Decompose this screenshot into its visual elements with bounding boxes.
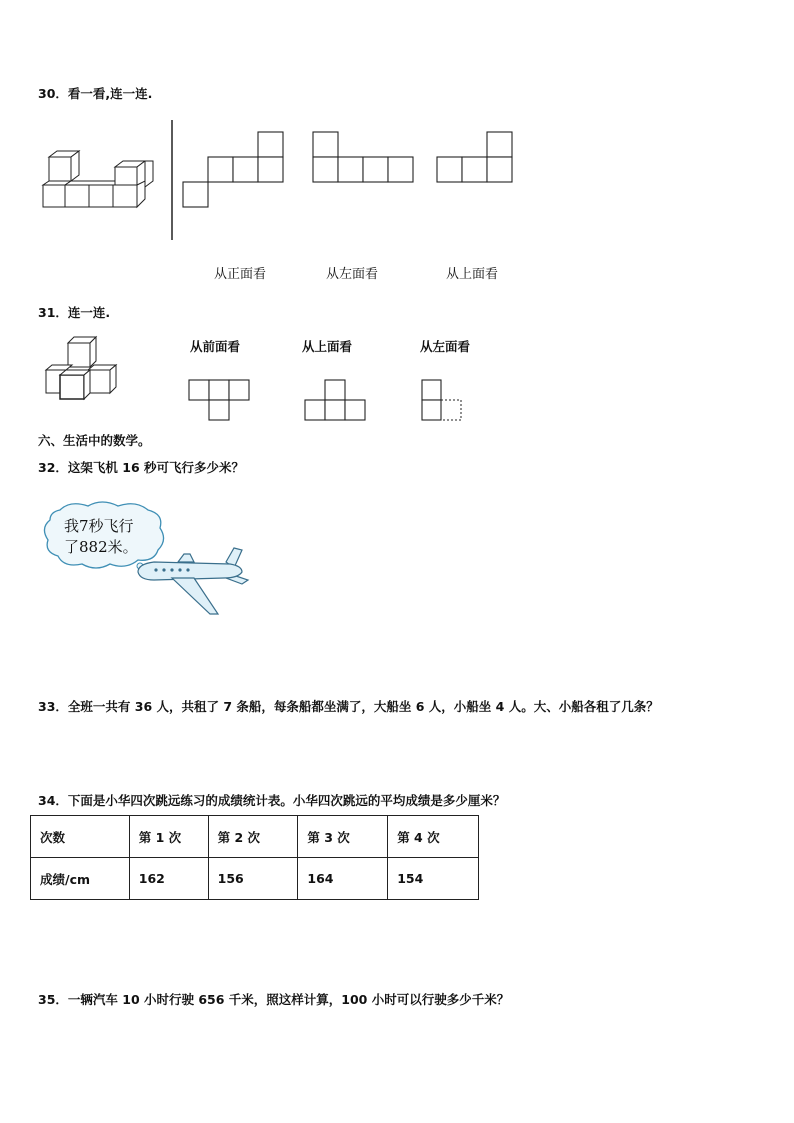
table-header-cell: 第 3 次 xyxy=(298,816,388,858)
table-header-cell: 第 4 次 xyxy=(388,816,479,858)
q31-title: 31．连一连. xyxy=(38,305,111,320)
q35-title: 35．一辆汽车 10 小时行驶 656 千米，照这样计算，100 小时可以行驶多少千米？ xyxy=(38,992,510,1007)
table-header-cell: 第 2 次 xyxy=(208,816,298,858)
q30-view-1-figure xyxy=(182,130,286,210)
q30-label-left: 从左面看 xyxy=(326,267,379,282)
q30-view-3-figure xyxy=(435,130,515,186)
q32-title: 32．这架飞机 16 秒可飞行多少米？ xyxy=(38,460,244,475)
table-header-cell: 次数 xyxy=(31,816,130,858)
table-header-cell: 第 1 次 xyxy=(129,816,208,858)
q31-label-left: 从左面看 xyxy=(420,339,471,354)
table-cell: 164 xyxy=(298,858,388,900)
q31-label-front: 从前面看 xyxy=(190,339,241,354)
q30-divider-line xyxy=(170,120,174,242)
q30-view-2-figure xyxy=(311,130,415,186)
q31-label-top: 从上面看 xyxy=(302,339,353,354)
airplane-icon xyxy=(134,540,254,618)
q30-title: 30．看一看,连一连. xyxy=(38,86,153,101)
q31-view-left-figure xyxy=(421,378,465,424)
q30-label-top: 从上面看 xyxy=(446,267,499,282)
table-header-row xyxy=(31,816,479,858)
table-row xyxy=(31,858,479,900)
q30-cube-stack-figure xyxy=(40,155,155,210)
q30-label-front: 从正面看 xyxy=(214,267,267,282)
q31-view-top-figure xyxy=(304,378,368,424)
q31-view-front-figure xyxy=(188,378,252,424)
bubble-line-2: 了882米。 xyxy=(64,538,138,556)
bubble-line-1: 我7秒飞行 xyxy=(64,517,134,535)
table-cell: 154 xyxy=(388,858,479,900)
table-cell: 162 xyxy=(129,858,208,900)
q33-title: 33．全班一共有 36 人，共租了 7 条船，每条船都坐满了，大船坐 6 人，小船坐 4 人。大、小船各租了几条？ xyxy=(38,699,659,714)
table-cell: 成绩/cm xyxy=(31,858,130,900)
q31-cube-figure xyxy=(42,335,122,403)
table-cell: 156 xyxy=(208,858,298,900)
section6-title: 六、生活中的数学。 xyxy=(38,433,151,448)
q34-title: 34．下面是小华四次跳远练习的成绩统计表。小华四次跳远的平均成绩是多少厘米？ xyxy=(38,793,506,808)
score-table xyxy=(30,815,479,900)
